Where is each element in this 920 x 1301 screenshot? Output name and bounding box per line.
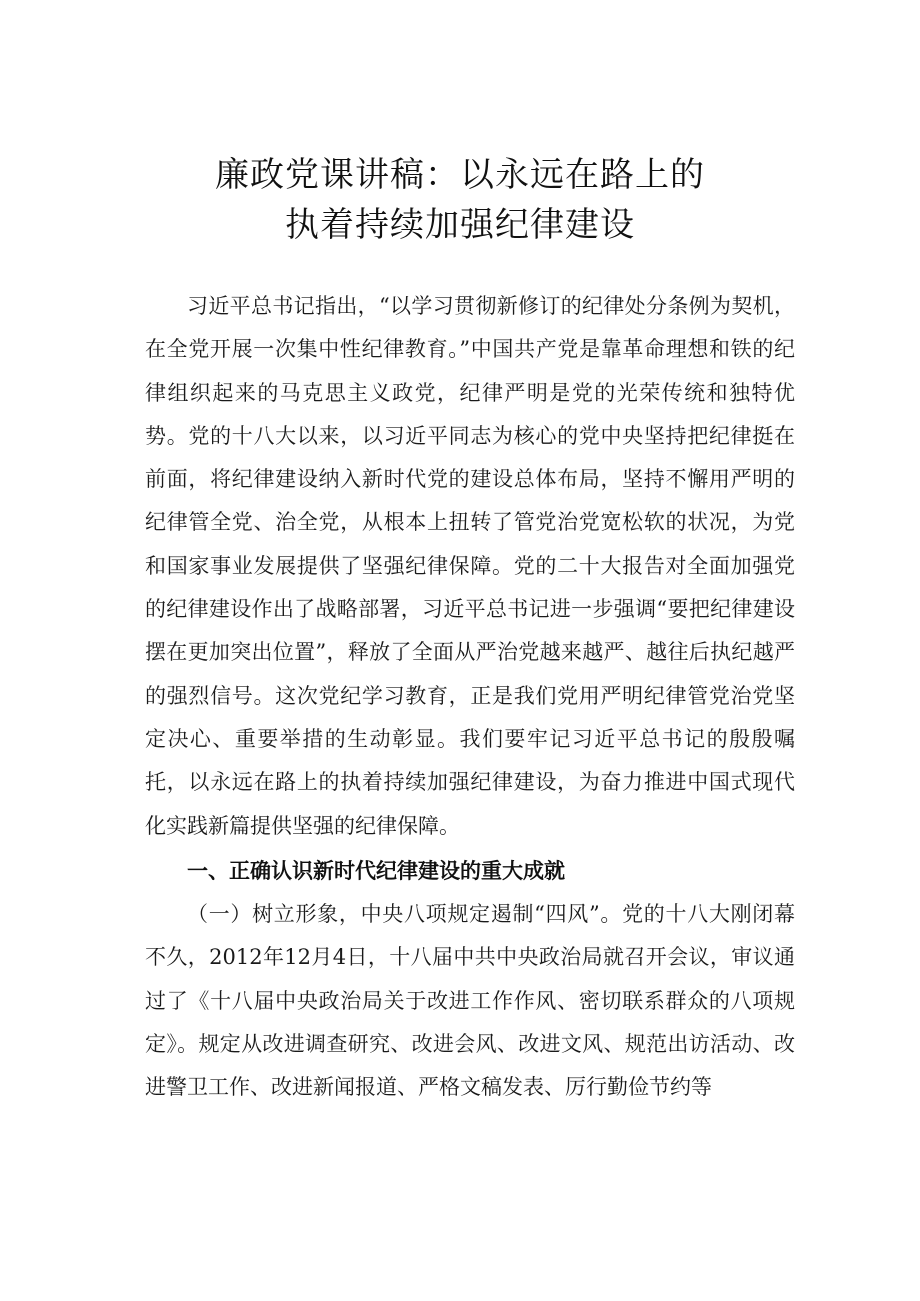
title-line-2: 执着持续加强纪律建设	[285, 205, 635, 245]
document-title	[0, 150, 920, 250]
document-body	[145, 285, 795, 1110]
title-line-1: 廉政党课讲稿：以永远在路上的	[215, 155, 705, 195]
paragraph-section-1-1: （一）树立形象，中央八项规定遏制“四风”。党的十八大刚闭幕不久，2012年12月4日，十八届中共中央政治局就召开会议，审议通过了《十八届中央政治局关于改进工作作风、密切联系群众的八项规定》。规定从改进调查研究、改进会风、改进文风、规范出访活动、改进警卫工作、改进新闻报道、严格文稿发表、厉行勤俭节约等	[145, 902, 795, 1100]
paragraph-intro: 习近平总书记指出，“以学习贯彻新修订的纪律处分条例为契机，在全党开展一次集中性纪律教育。”中国共产党是靠革命理想和铁的纪律组织起来的马克思主义政党，纪律严明是党的光荣传统和独特优势。党的十八大以来，以习近平同志为核心的党中央坚持把纪律挺在前面，将纪律建设纳入新时代党的建设总体布局，坚持不懈用严明的纪律管全党、治全党，从根本上扭转了管党治党宽松软的状况，为党和国家事业发展提供了坚强纪律保障。党的二十大报告对全面加强党的纪律建设作出了战略部署，习近平总书记进一步强调“要把纪律建设摆在更加突出位置”，释放了全面从严治党越来越严、越往后执纪越严的强烈信号。这次党纪学习教育，正是我们党用严明纪律管党治党坚定决心、重要举措的生动彰显。我们要牢记习近平总书记的殷殷嘱托，以永远在路上的执着持续加强纪律建设，为奋力推进中国式现代化实践新篇提供坚强的纪律保障。	[145, 294, 795, 838]
section-heading-1: 一、正确认识新时代纪律建设的重大成就	[187, 858, 565, 883]
